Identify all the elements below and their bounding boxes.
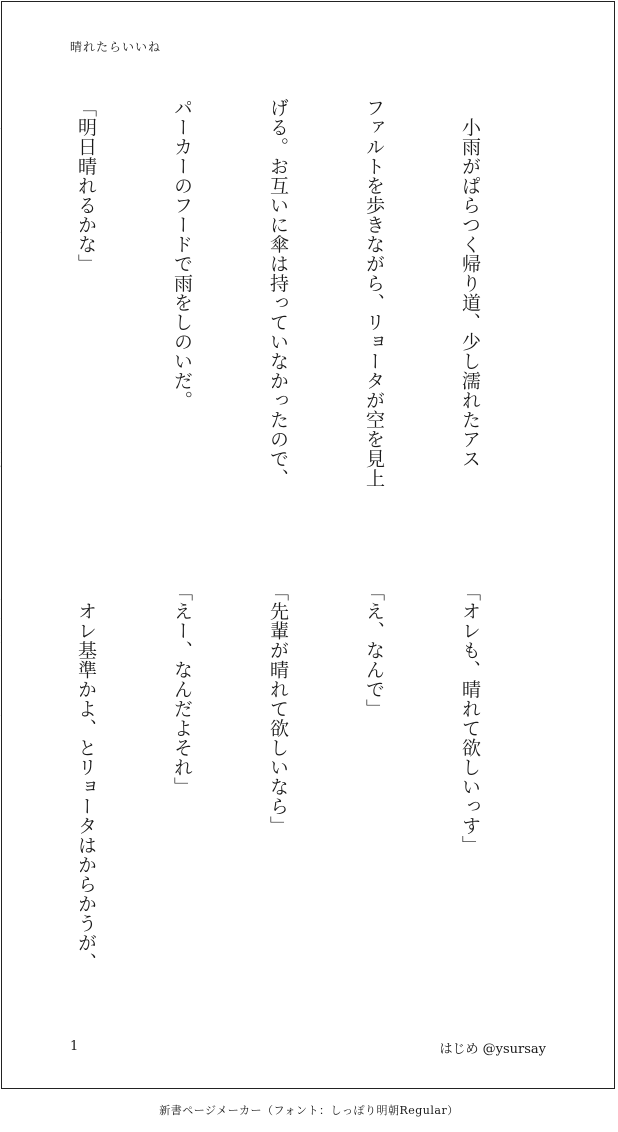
text-line: 「オレも、晴れて欲しいっす」 xyxy=(459,582,481,855)
text-line: パーカーのフードで雨をしのいだ。 xyxy=(171,98,193,410)
text-line: ファルトを歩きながら、リョータが空を見上 xyxy=(363,98,385,488)
page-number: 1 xyxy=(70,1039,79,1054)
author-credit: はじめ @ysursay xyxy=(439,1042,546,1057)
running-title: 晴れたらいいね xyxy=(70,40,162,54)
footer-credit: 新書ページメーカー（フォント：しっぽり明朝Regular） xyxy=(159,1104,459,1117)
text-line xyxy=(0,98,6,538)
text-line: 「え、なんで」 xyxy=(363,582,385,719)
text-line: オレ基準かよ、とリョータはからかうが、 xyxy=(75,582,97,972)
body-text-bottom xyxy=(70,582,550,1002)
text-line: 小雨がぱらつく帰り道、少し濡れたアス xyxy=(459,98,481,469)
text-line: 「明日晴れるかな」 xyxy=(75,98,97,274)
page-frame xyxy=(1,1,615,1089)
text-line: 「えー、なんだよそれ」 xyxy=(171,582,193,797)
body-text-top xyxy=(70,98,550,538)
text-line: げる。お互いに傘は持っていなかったので、 xyxy=(267,98,289,488)
text-line: 「先輩が晴れて欲しいなら」 xyxy=(267,582,289,836)
text-line xyxy=(0,582,6,1002)
